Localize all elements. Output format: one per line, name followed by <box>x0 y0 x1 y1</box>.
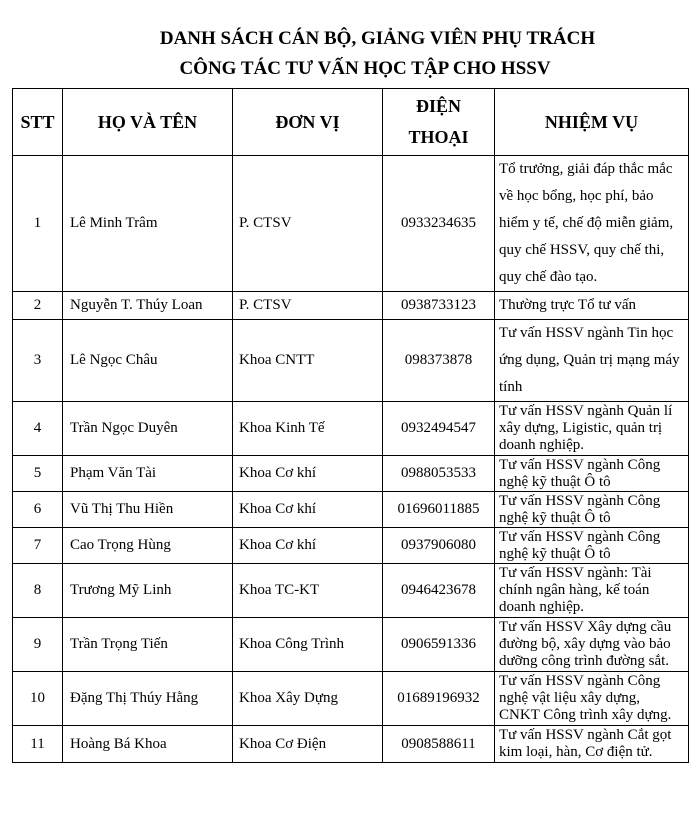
cell-name: Hoàng Bá Khoa <box>63 726 233 763</box>
cell-duty: Tư vấn HSSV Xây dựng cầu đường bộ, xây dựng vào bảo dưỡng công trình đường sắt. <box>495 618 689 672</box>
cell-duty: Tư vấn HSSV ngành Công nghệ kỹ thuật Ô tô <box>495 528 689 564</box>
cell-unit: Khoa Cơ Điện <box>233 726 383 763</box>
table-row <box>13 672 689 726</box>
table-row <box>13 320 689 402</box>
cell-stt: 9 <box>13 618 63 672</box>
cell-phone: 0906591336 <box>383 618 495 672</box>
cell-phone: 01696011885 <box>383 492 495 528</box>
table-row <box>13 156 689 292</box>
cell-phone: 0933234635 <box>383 156 495 292</box>
cell-stt: 2 <box>13 292 63 320</box>
table-row <box>13 292 689 320</box>
cell-duty: Thường trực Tổ tư vấn <box>495 292 689 320</box>
table-row <box>13 402 689 456</box>
cell-unit: Khoa Cơ khí <box>233 492 383 528</box>
cell-name: Cao Trọng Hùng <box>63 528 233 564</box>
cell-duty: Tư vấn HSSV ngành Tin học ứng dụng, Quản trị mạng máy tính <box>495 320 689 402</box>
cell-duty: Tổ trưởng, giải đáp thắc mắc về học bổng, học phí, bảo hiểm y tế, chế độ miễn giảm, quy chế HSSV, quy chế thi, quy chế đào tạo. <box>495 156 689 292</box>
table-row <box>13 528 689 564</box>
cell-phone: 01689196932 <box>383 672 495 726</box>
cell-phone: 098373878 <box>383 320 495 402</box>
header-name: HỌ VÀ TÊN <box>63 89 233 156</box>
cell-name: Đặng Thị Thúy Hằng <box>63 672 233 726</box>
cell-name: Vũ Thị Thu Hiền <box>63 492 233 528</box>
staff-table <box>12 88 689 763</box>
cell-name: Phạm Văn Tài <box>63 456 233 492</box>
cell-name: Trương Mỹ Linh <box>63 564 233 618</box>
cell-name: Lê Minh Trâm <box>63 156 233 292</box>
table-row <box>13 726 689 763</box>
cell-stt: 11 <box>13 726 63 763</box>
cell-unit: Khoa Xây Dựng <box>233 672 383 726</box>
cell-stt: 5 <box>13 456 63 492</box>
cell-phone: 0937906080 <box>383 528 495 564</box>
table-row <box>13 456 689 492</box>
header-phone <box>383 89 495 156</box>
table-row <box>13 618 689 672</box>
cell-phone: 0946423678 <box>383 564 495 618</box>
cell-unit: P. CTSV <box>233 156 383 292</box>
table-row <box>13 564 689 618</box>
table-header-row <box>13 89 689 156</box>
cell-phone: 0908588611 <box>383 726 495 763</box>
cell-phone: 0932494547 <box>383 402 495 456</box>
cell-duty: Tư vấn HSSV ngành Cắt gọt kim loại, hàn, Cơ điện tử. <box>495 726 689 763</box>
cell-name: Trần Ngọc Duyên <box>63 402 233 456</box>
cell-duty: Tư vấn HSSV ngành Công nghệ vật liệu xây dựng, CNKT Công trình xây dựng. <box>495 672 689 726</box>
cell-duty: Tư vấn HSSV ngành Quản lí xây dựng, Ligistic, quản trị doanh nghiệp. <box>495 402 689 456</box>
page-title-line-2: CÔNG TÁC TƯ VẤN HỌC TẬP CHO HSSV <box>179 58 551 79</box>
table-row <box>13 492 689 528</box>
cell-duty: Tư vấn HSSV ngành Công nghệ kỹ thuật Ô tô <box>495 456 689 492</box>
cell-unit: P. CTSV <box>233 292 383 320</box>
header-unit: ĐƠN VỊ <box>233 89 383 156</box>
cell-unit: Khoa CNTT <box>233 320 383 402</box>
cell-stt: 10 <box>13 672 63 726</box>
header-duty: NHIỆM VỤ <box>495 89 689 156</box>
cell-unit: Khoa Cơ khí <box>233 456 383 492</box>
cell-unit: Khoa TC-KT <box>233 564 383 618</box>
cell-unit: Khoa Cơ khí <box>233 528 383 564</box>
cell-duty: Tư vấn HSSV ngành: Tài chính ngân hàng, kế toán doanh nghiệp. <box>495 564 689 618</box>
page-title-line-1: DANH SÁCH CÁN BỘ, GIẢNG VIÊN PHỤ TRÁCH <box>159 28 596 49</box>
header-phone-line-2: THOẠI <box>408 127 469 147</box>
cell-name: Nguyễn T. Thúy Loan <box>63 292 233 320</box>
cell-name: Trần Trọng Tiến <box>63 618 233 672</box>
cell-phone: 0938733123 <box>383 292 495 320</box>
cell-stt: 3 <box>13 320 63 402</box>
cell-stt: 4 <box>13 402 63 456</box>
header-phone-line-1: ĐIỆN <box>415 96 461 116</box>
cell-stt: 6 <box>13 492 63 528</box>
cell-stt: 7 <box>13 528 63 564</box>
header-stt: STT <box>13 89 63 156</box>
cell-unit: Khoa Kinh Tế <box>233 402 383 456</box>
cell-phone: 0988053533 <box>383 456 495 492</box>
cell-name: Lê Ngọc Châu <box>63 320 233 402</box>
cell-stt: 1 <box>13 156 63 292</box>
cell-stt: 8 <box>13 564 63 618</box>
cell-duty: Tư vấn HSSV ngành Công nghệ kỹ thuật Ô tô <box>495 492 689 528</box>
cell-unit: Khoa Công Trình <box>233 618 383 672</box>
